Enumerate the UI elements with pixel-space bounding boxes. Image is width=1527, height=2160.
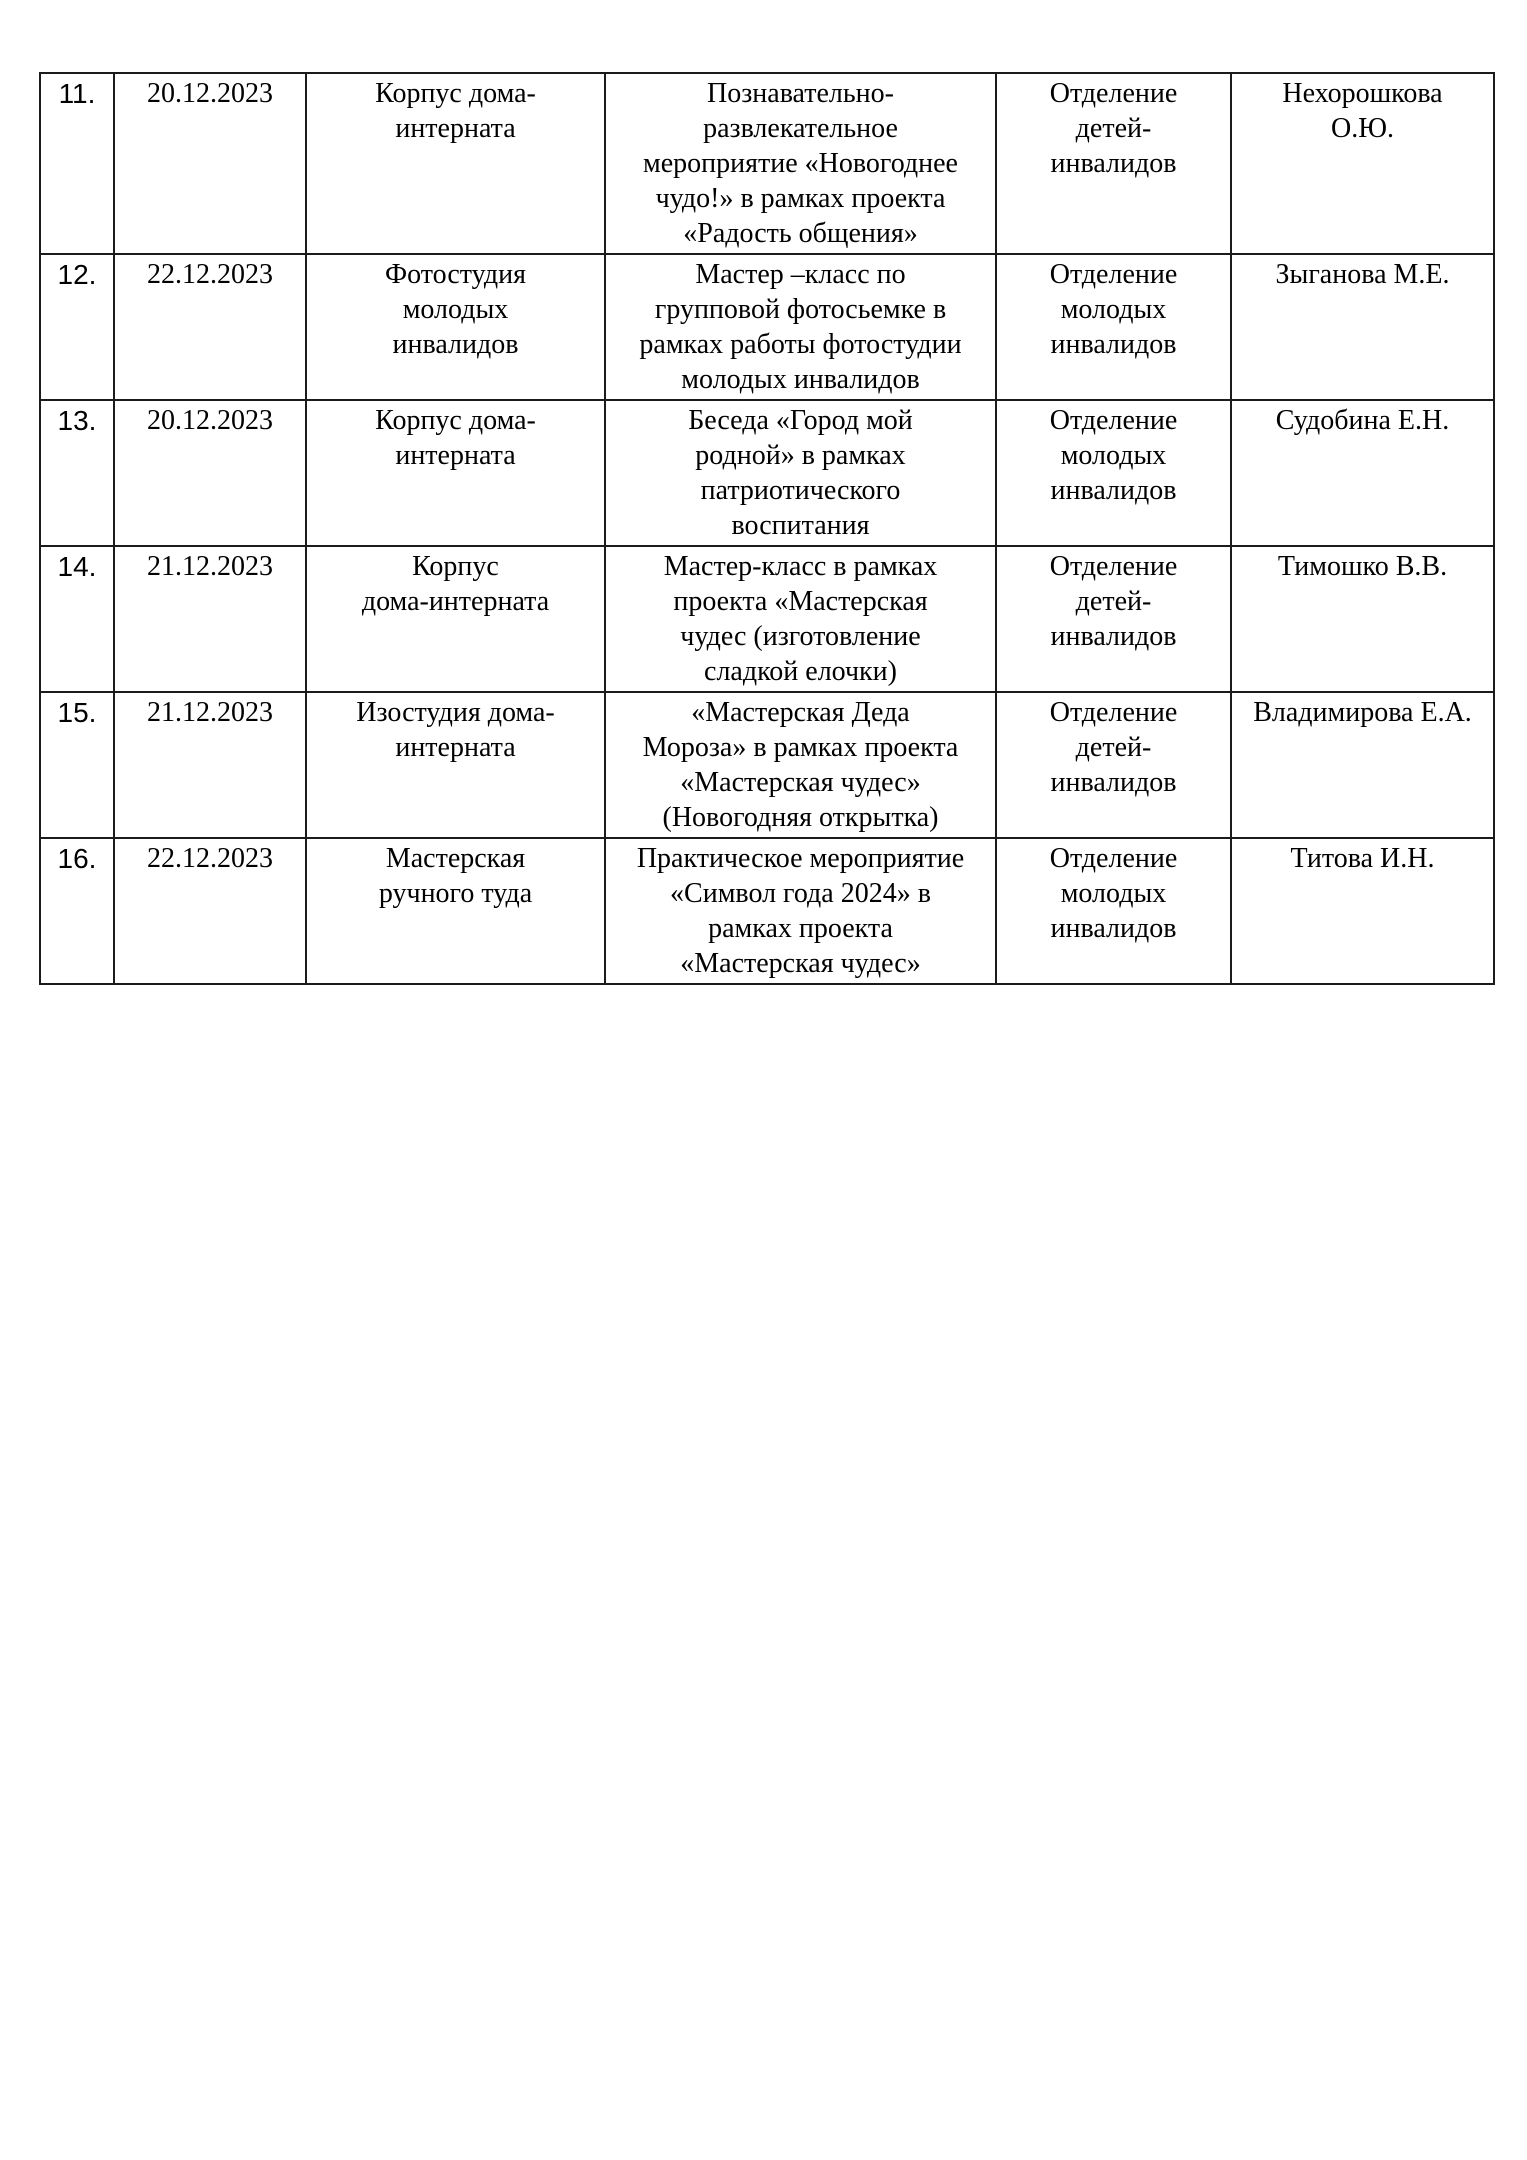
cell-date: 22.12.2023 (114, 838, 306, 984)
cell-date: 21.12.2023 (114, 546, 306, 692)
cell-row-number: 11. (40, 73, 114, 254)
table-row (40, 73, 1494, 254)
table-row (40, 254, 1494, 400)
cell-row-number: 15. (40, 692, 114, 838)
table-row (40, 692, 1494, 838)
table-row (40, 546, 1494, 692)
table-row (40, 838, 1494, 984)
cell-row-number: 16. (40, 838, 114, 984)
cell-date: 21.12.2023 (114, 692, 306, 838)
cell-event-title: Мастер –класс по групповой фотосьемке в рамках работы фотостудии молодых инвалидов (605, 254, 996, 400)
cell-location: Мастерская ручного туда (306, 838, 605, 984)
cell-row-number: 12. (40, 254, 114, 400)
cell-event-title: Практическое мероприятие «Символ года 2024» в рамках проекта «Мастерская чудес» (605, 838, 996, 984)
cell-responsible: Тимошко В.В. (1231, 546, 1494, 692)
cell-row-number: 13. (40, 400, 114, 546)
cell-department: Отделение детей- инвалидов (996, 692, 1231, 838)
cell-department: Отделение детей- инвалидов (996, 546, 1231, 692)
cell-event-title: Мастер-класс в рамках проекта «Мастерская чудес (изготовление сладкой елочки) (605, 546, 996, 692)
cell-location: Корпус дома-интерната (306, 546, 605, 692)
cell-department: Отделение молодых инвалидов (996, 400, 1231, 546)
cell-location: Корпус дома- интерната (306, 73, 605, 254)
cell-department: Отделение молодых инвалидов (996, 838, 1231, 984)
cell-location: Корпус дома- интерната (306, 400, 605, 546)
cell-date: 20.12.2023 (114, 400, 306, 546)
cell-responsible: Титова И.Н. (1231, 838, 1494, 984)
cell-responsible: Нехорошкова О.Ю. (1231, 73, 1494, 254)
table-row (40, 400, 1494, 546)
cell-responsible: Зыганова М.Е. (1231, 254, 1494, 400)
cell-location: Фотостудия молодых инвалидов (306, 254, 605, 400)
cell-date: 20.12.2023 (114, 73, 306, 254)
cell-department: Отделение молодых инвалидов (996, 254, 1231, 400)
cell-event-title: Познавательно- развлекательное мероприятие «Новогоднее чудо!» в рамках проекта «Радость общения» (605, 73, 996, 254)
cell-responsible: Владимирова Е.А. (1231, 692, 1494, 838)
cell-department: Отделение детей- инвалидов (996, 73, 1231, 254)
cell-row-number: 14. (40, 546, 114, 692)
cell-date: 22.12.2023 (114, 254, 306, 400)
cell-responsible: Судобина Е.Н. (1231, 400, 1494, 546)
cell-event-title: Беседа «Город мой родной» в рамках патриотического воспитания (605, 400, 996, 546)
cell-event-title: «Мастерская Деда Мороза» в рамках проекта «Мастерская чудес» (Новогодняя открытка) (605, 692, 996, 838)
events-schedule-table (39, 72, 1495, 985)
cell-location: Изостудия дома- интерната (306, 692, 605, 838)
